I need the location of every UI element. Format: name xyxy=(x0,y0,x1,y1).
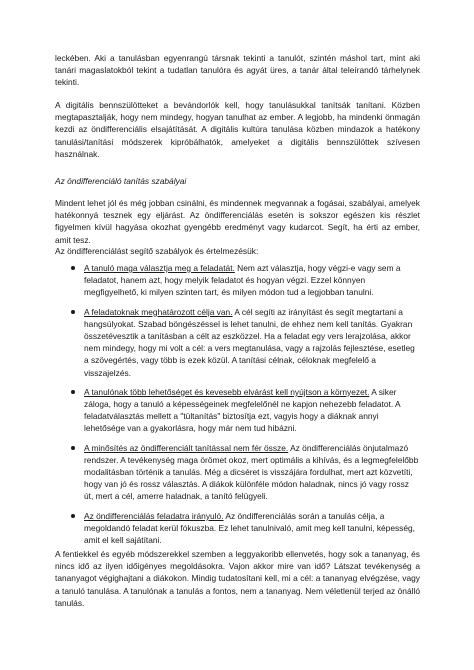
rule-text: Nem azt választja, hogy végzi-e vagy sem a feladatot, hanem azt, hogy melyik feladatot és hogyan végzi. Ezzel könnyen megfigyelhető, ki milyen szinten tart, és milyen módon tud a legjobban tanulni. xyxy=(84,263,401,298)
bullet-icon xyxy=(71,266,75,270)
bullet-icon xyxy=(71,514,75,518)
list-item xyxy=(55,262,420,299)
rule-lead: A tanulónak több lehetőséget és kevesebb elvárást kell nyújtson a környezet. xyxy=(84,386,370,397)
bullet-icon xyxy=(71,310,75,314)
paragraph-intro: leckében. Aki a tanulásban egyenrangú társnak tekinti a tanulót, szintén máshol tart, mint aki tanári magaslatokból tekint a tudatlan tanulóra és agyát üres, a tanár által teleírandó tárhelynek tekinti. xyxy=(55,53,420,88)
paragraph-rules-intro: Mindent lehet jól és még jobban csinálni, és mindennek megvannak a fogásai, szabályai, amelyek hatékonnyá tesznek egy eljárást. Az öndifferenciálás esetén is sokszor egészen kis részlet figyelmen kívül hagyása okozhat gyengébb eredményt vagy kudarcot. Segít, ha érti az ember, amit tesz. xyxy=(55,198,420,245)
paragraph-digital-natives: A digitális bennszülötteket a bevándorlók kell, hogy tanulásukkal tanítsák tanítani. Közben megtapasztalják, hogy nem mindegy, hogyan tanulhat az ember. A legjobb, ha mindenki önmagán kezdi az öndifferenciális elsajátítását. A digitális kultúra tanulása közben mindazok a hatékony tanulási/tanítási módszerek kipróbálhatók, amelyeket a digitális bennszülöttek szívesen használnak. xyxy=(55,100,420,159)
rule-text: Az öndifferenciálás önjutalmazó rendszer. A tevékenység maga örömet okoz, mert optimális a kihívás, és a legmegfelelőbb modalitásban történik a tanulás. Még a dicséret is visszájára fordulhat, mert azt közvetíti, hogy van jó és rossz választás. A diákok különféle módon haladnak, nincs jó vagy rossz út, mert a cél, amerre haladnak, a tanító felügyeli. xyxy=(84,442,419,502)
list-item xyxy=(55,386,420,435)
rule-lead: A minősítés az öndifferenciált tanítással nem fér össze. xyxy=(84,442,289,453)
rule-text: A siker záloga, hogy a tanuló a képességeinek megfelelőnél ne kapjon nehezebb feladatot. A feladatválasztás mellett a "tültanítás" biztosítja ezt, vagyis hogy a diáknak annyi lehetősége van a gyakorlásra, hogy már nem tud hibázni. xyxy=(84,386,401,434)
paragraph-rules-lead: Az öndifferenciálást segítő szabályok és értelmezésük: xyxy=(55,246,259,256)
rule-text: A cél segíti az irányítást és segít megtartani a hangsúlyokat. Szabad böngészéssel is lehet tanulni, de ehhez nem kell tanítás. Gyakran összetévesztik a tanításban a célt az eszközzel. Ha a feladat egy vers lerajzolása, akkor nem mindegy, hogy mi volt a cél: a vers megtanulása, vagy a rajzolás fejlesztése, esetleg a szövegértés, vagy több is ezek közül. A tanítási célnak, céloknak megfelelő a visszajelzés. xyxy=(84,306,415,378)
rule-lead: A feladatoknak meghatározott célja van. xyxy=(84,306,233,317)
rules-list xyxy=(55,262,420,553)
rule-lead: A tanuló maga választja meg a feladatát. xyxy=(84,263,235,273)
paragraph-conclusion: A fentiekkel és egyéb módszerekkel szemben a leggyakoribb ellenvetés, hogy sok a tananyag, és nincs idő az ilyen időigényes megoldásokra. Vajon akkor mire van idő? Látszat tevékenység a tananyagot végighajtani a diákokon. Mindig tudatosítani kell, mi a cél: a tananyag elvégzése, vagy a tanuló tanulása. A tanulónak a tanulás a fontos, nem a tananyag. Nem véletlenül terjed az önálló tanulás. xyxy=(55,549,420,608)
rule-lead: Az öndifferenciálás feladatra irányuló. xyxy=(84,510,224,521)
bullet-icon xyxy=(71,446,75,450)
rule-text: Az öndifferenciálás során a tanulás célja, a megoldandó feladat kerül fókuszba. Ez lehet tanulnivaló, amit meg kell tanulni, képesség, amit el kell sajátítani. xyxy=(84,510,416,546)
list-item xyxy=(55,306,420,379)
section-heading: Az öndifferenciáló tanítás szabályai xyxy=(55,176,187,186)
list-item xyxy=(55,510,420,547)
list-item xyxy=(55,442,420,503)
bullet-icon xyxy=(71,390,75,394)
